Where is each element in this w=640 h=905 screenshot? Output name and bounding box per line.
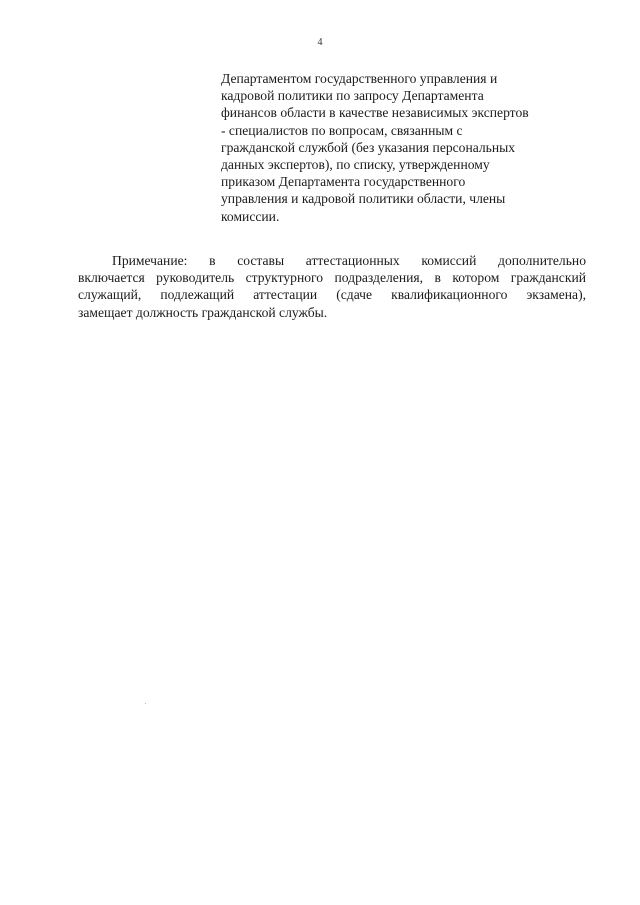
list-item-line: Департаментом государственного управления и bbox=[221, 71, 498, 86]
list-item-line: данных экспертов), по списку, утвержденному bbox=[221, 157, 490, 173]
list-item-line: управления и кадровой политики области, члены bbox=[221, 191, 506, 207]
list-item-line: - специалистов по вопросам, связанным с bbox=[221, 122, 463, 138]
scan-speck bbox=[145, 703, 146, 704]
page-number: 4 bbox=[317, 37, 323, 48]
list-item-line: финансов области в качестве независимых экспертов bbox=[221, 105, 529, 121]
commission-member-item bbox=[221, 70, 601, 225]
note-line: включается руководитель структурного подразделения, в котором гражданский bbox=[78, 270, 586, 286]
list-item-line: кадровой политики по запросу Департамента bbox=[221, 88, 484, 104]
list-item-line: приказом Департамента государственного bbox=[221, 174, 466, 190]
note-paragraph bbox=[78, 252, 586, 321]
list-item-line: гражданской службой (без указания персональных bbox=[221, 139, 516, 155]
note-line: замещает должность гражданской службы. bbox=[78, 304, 328, 320]
note-line: Примечание: в составы аттестационных комиссий дополнительно bbox=[112, 253, 586, 268]
list-item-line: комиссии. bbox=[221, 208, 280, 224]
note-line: служащий, подлежащий аттестации (сдаче квалификационного экзамена), bbox=[78, 287, 586, 303]
